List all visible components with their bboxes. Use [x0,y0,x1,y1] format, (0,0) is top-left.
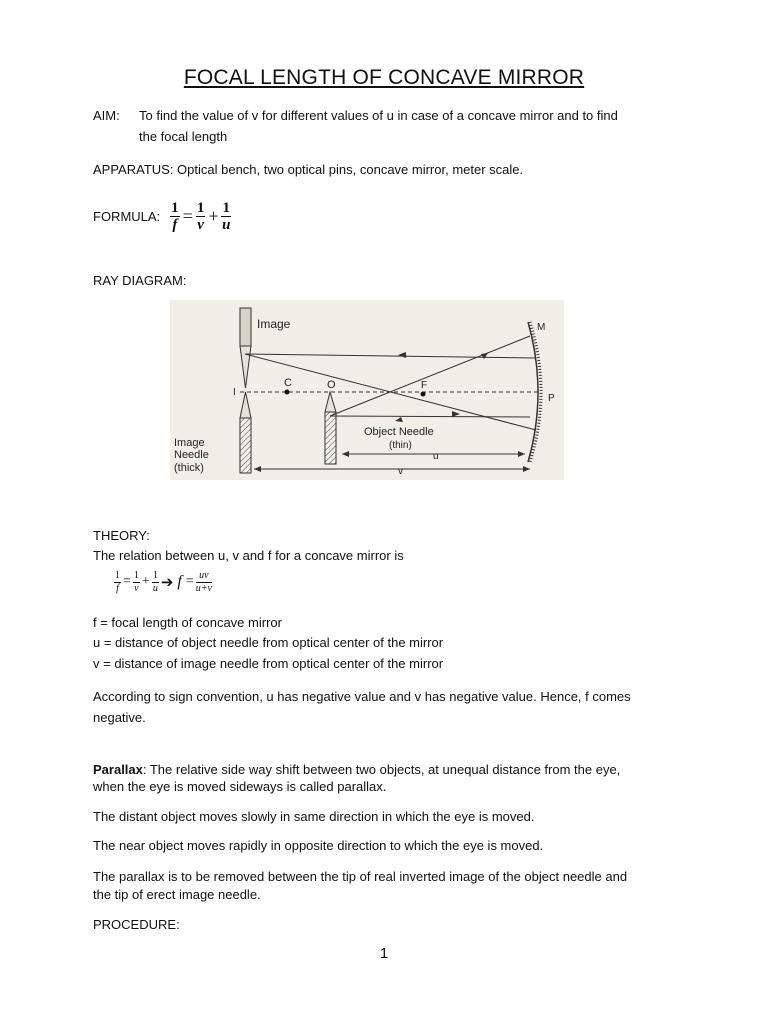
u-arrow-right [518,451,525,457]
arrow-1 [398,352,406,358]
eq-result: $\frac{uv}{u+v}$ [195,569,212,594]
u-arrow-left [342,451,349,457]
procedure-heading: PROCEDURE: [93,917,180,932]
image-needle-lower-tip [240,392,251,418]
image-needle-upper-tip [240,346,251,388]
theory-relation: The relation between u, v and f for a concave mirror is [93,548,404,563]
label-m: M [537,322,546,333]
formula [93,196,231,236]
formula-term-v: $\frac{1}{v}$ [196,199,205,233]
parallax-remove-1: The parallax is to be removed between the tip of real inverted image of the object needle and [93,869,628,884]
aim-text-1: To find the value of v for different values of u in case of a concave mirror and to find [139,108,618,123]
label-image-needle-3: (thick) [174,462,204,474]
label-object-needle: Object Needle [364,426,434,438]
eq-equals-1: = [123,574,131,589]
point-f [421,392,426,397]
v-arrow-right [523,466,530,472]
ray-4 [330,336,530,416]
image-needle-body [240,418,251,473]
parallax-remove-2: the tip of erect image needle. [93,887,261,902]
parallax-distant: The distant object moves slowly in same direction in which the eye is moved. [93,809,535,824]
eq-lhs: $\frac{1}{f}$ [115,569,120,594]
arrow-2 [395,417,403,422]
formula-term-u: $\frac{1}{u}$ [222,199,231,233]
ray-diagram-label: RAY DIAGRAM: [93,273,187,288]
label-u: u [433,451,439,462]
label-image-needle-2: Needle [174,449,209,461]
label-thin: (thin) [389,440,412,451]
aim-text-2: the focal length [139,129,228,144]
ray-diagram [170,300,564,480]
label-c: C [284,377,292,389]
sign-convention-1: According to sign convention, u has negative value and v has negative value. Hence, f comes [93,689,631,704]
sign-convention-2: negative. [93,710,146,725]
formula-plus: + [208,205,219,226]
theory-equation [114,565,212,599]
page-title: FOCAL LENGTH OF CONCAVE MIRROR [183,66,585,89]
eq-plus: + [141,574,150,589]
aim-label: AIM: [93,108,120,123]
parallax-definition-2: when the eye is moved sideways is called parallax. [93,779,387,794]
arrow-icon: ➔ [160,573,174,591]
object-needle-body [325,412,336,464]
eq-term-u: $\frac{1}{u}$ [152,569,158,594]
eq-f: f [177,573,182,590]
eq-term-v: $\frac{1}{v}$ [133,569,139,594]
formula-label: FORMULA: [93,208,161,224]
v-arrow-left [254,466,261,472]
point-c [285,390,290,395]
label-image: Image [257,317,291,331]
object-needle-tip [325,392,336,412]
theory-heading: THEORY: [93,528,150,543]
parallax-def-text: : The relative side way shift between two objects, at unequal distance from the eye, [142,762,621,777]
label-p: P [548,393,555,404]
label-image-needle-1: Image [174,437,205,449]
label-o: O [327,379,336,391]
arrow-3 [452,411,460,417]
label-i: I [233,387,236,398]
ray-3 [330,416,530,417]
label-v: v [398,466,403,477]
formula-equals: = [182,205,193,226]
def-f: f = focal length of concave mirror [93,615,282,630]
parallax-near: The near object moves rapidly in opposite direction to which the eye is moved. [93,838,544,853]
formula-lhs: $\frac{1}{f}$ [171,199,179,233]
def-u: u = distance of object needle from optical center of the mirror [93,635,444,650]
label-f: F [421,380,428,391]
eq-equals-2: = [185,574,194,589]
parallax-term: Parallax [93,762,143,777]
apparatus-text: APPARATUS: Optical bench, two optical pins, concave mirror, meter scale. [93,162,524,177]
def-v: v = distance of image needle from optical center of the mirror [93,656,444,671]
page-number: 1 [379,945,389,962]
arrow-4 [481,353,488,359]
image-needle-upper [240,308,251,346]
ray-1 [245,354,535,358]
